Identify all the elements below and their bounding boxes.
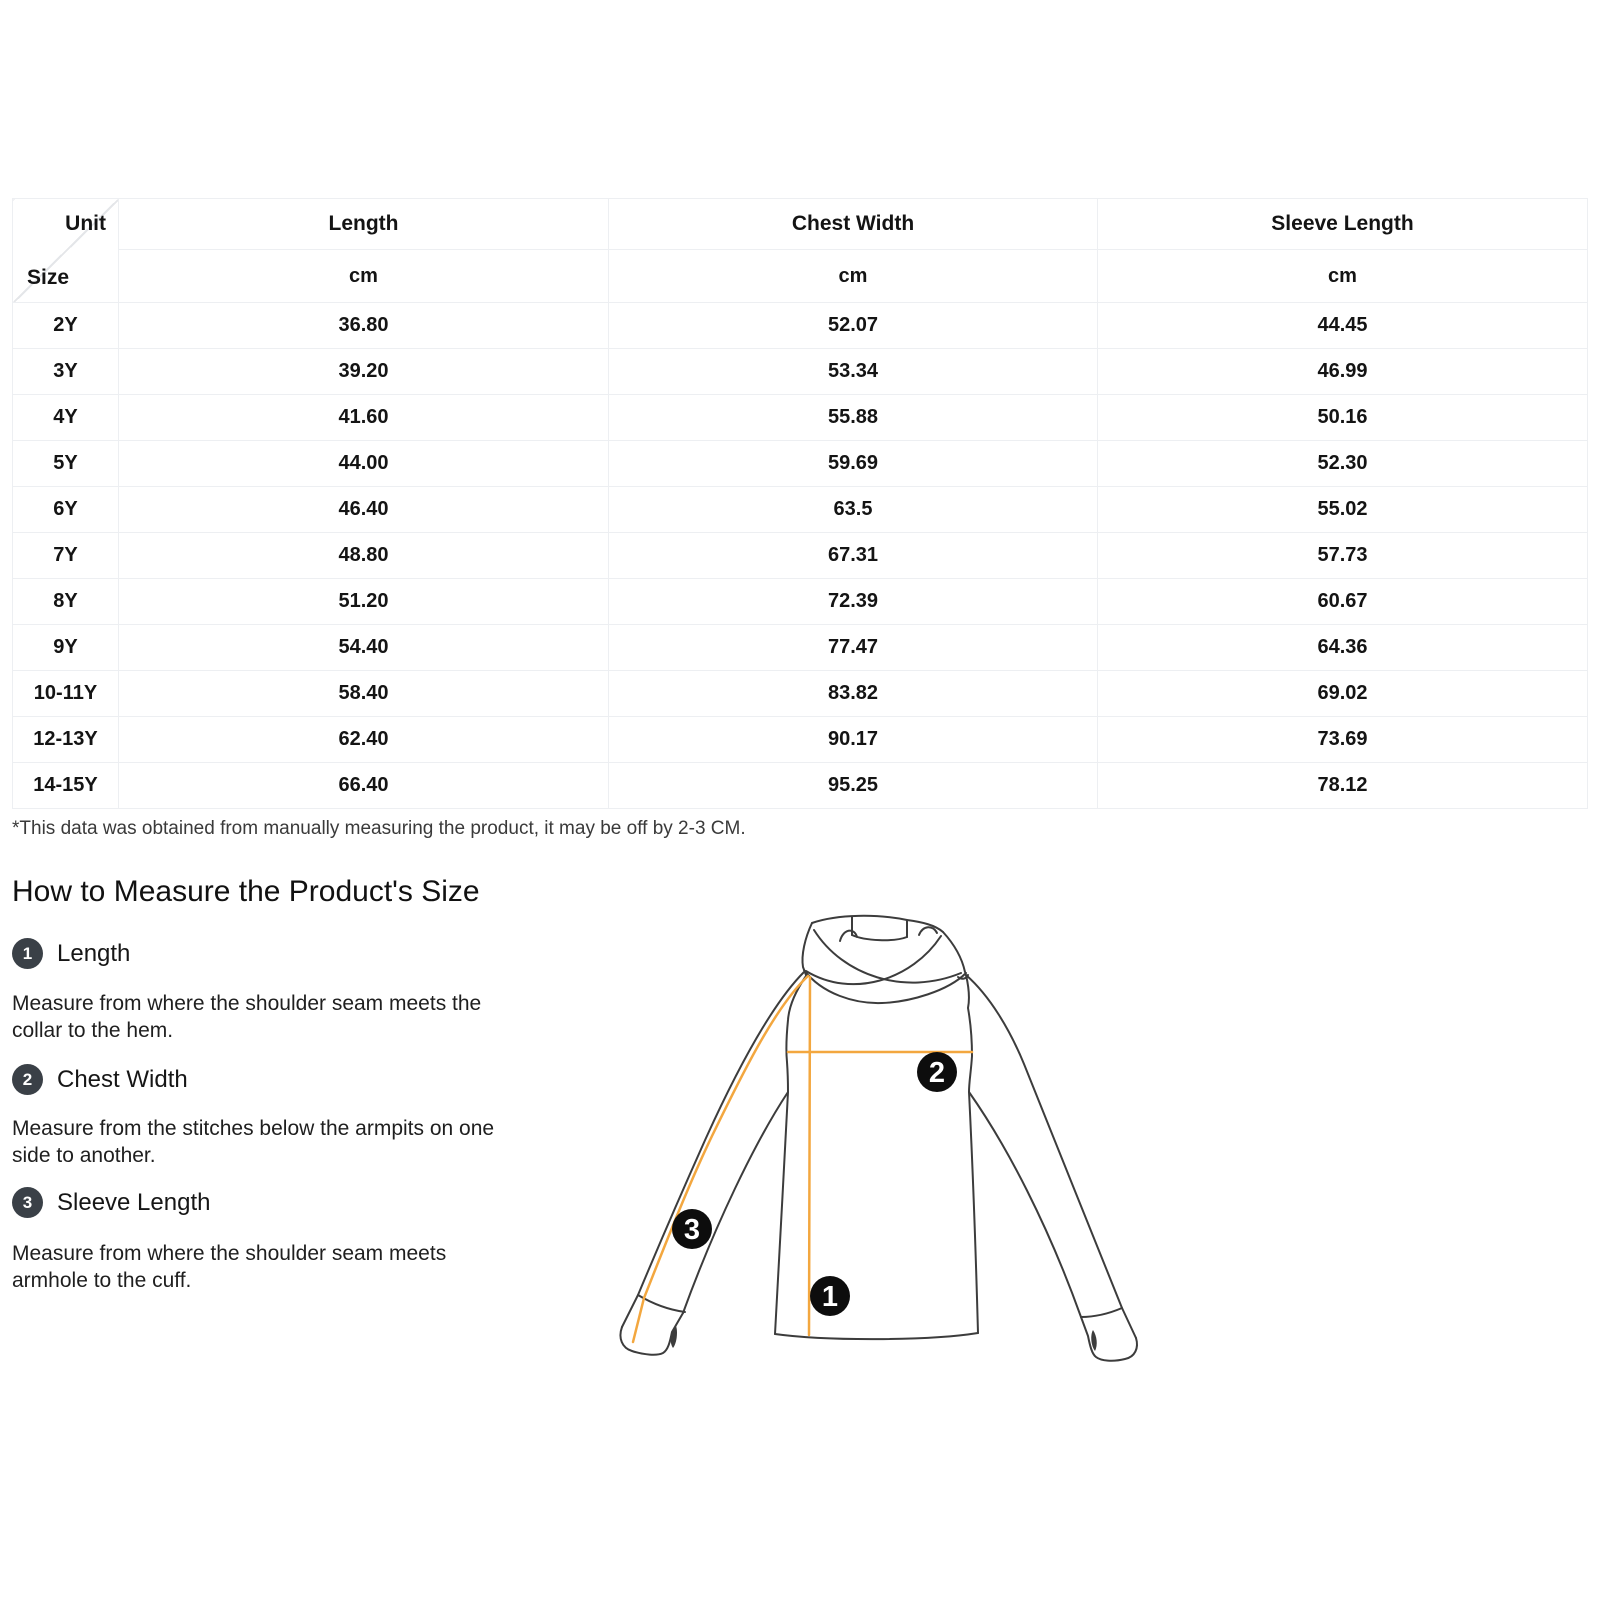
column-header-length: Length xyxy=(119,199,609,250)
step-2-label: Chest Width xyxy=(57,1065,188,1093)
step-length xyxy=(12,938,572,969)
unit-cell: cm xyxy=(119,250,609,303)
step-2-description-line2: side to another. xyxy=(12,1144,156,1167)
unit-cell: cm xyxy=(1098,250,1588,303)
sleeve-length-value: 52.30 xyxy=(1098,441,1588,487)
table-row xyxy=(13,303,1588,349)
length-value: 48.80 xyxy=(119,533,609,579)
marker-2 xyxy=(917,1052,957,1092)
step-3-description-line1: Measure from where the shoulder seam meets xyxy=(12,1242,447,1265)
chest-width-value: 52.07 xyxy=(609,303,1098,349)
chest-width-value: 95.25 xyxy=(609,763,1098,809)
sleeve-length-value: 69.02 xyxy=(1098,671,1588,717)
how-to-measure-title: How to Measure the Product's Size xyxy=(12,875,480,908)
column-header-chest-width: Chest Width xyxy=(609,199,1098,250)
chest-width-value: 83.82 xyxy=(609,671,1098,717)
sleeve-length-value: 46.99 xyxy=(1098,349,1588,395)
size-label: 5Y xyxy=(13,441,119,487)
length-value: 66.40 xyxy=(119,763,609,809)
step-3-description xyxy=(12,1240,572,1294)
corner-cell xyxy=(13,199,119,303)
length-value: 41.60 xyxy=(119,395,609,441)
marker-2-number: 2 xyxy=(928,1057,946,1089)
sleeve-length-line xyxy=(633,976,808,1342)
length-value: 36.80 xyxy=(119,303,609,349)
table-row xyxy=(13,349,1588,395)
sleeve-length-value: 55.02 xyxy=(1098,487,1588,533)
column-header-sleeve-length: Sleeve Length xyxy=(1098,199,1588,250)
sleeve-length-value: 44.45 xyxy=(1098,303,1588,349)
step-sleeve-length xyxy=(12,1187,572,1218)
chest-width-value: 77.47 xyxy=(609,625,1098,671)
step-1-description-line1: Measure from where the shoulder seam meets the xyxy=(12,992,482,1015)
length-value: 46.40 xyxy=(119,487,609,533)
length-value: 51.20 xyxy=(119,579,609,625)
chest-width-value: 67.31 xyxy=(609,533,1098,579)
size-label: 8Y xyxy=(13,579,119,625)
corner-unit-label: Unit xyxy=(65,212,106,235)
marker-1 xyxy=(810,1276,850,1316)
step-1-label: Length xyxy=(57,939,131,967)
chest-width-value: 59.69 xyxy=(609,441,1098,487)
chest-width-value: 55.88 xyxy=(609,395,1098,441)
step-chest-width xyxy=(12,1064,572,1095)
marker-3 xyxy=(672,1209,712,1249)
table-row xyxy=(13,533,1588,579)
sleeve-length-value: 60.67 xyxy=(1098,579,1588,625)
size-label: 7Y xyxy=(13,533,119,579)
length-value: 54.40 xyxy=(119,625,609,671)
size-label: 4Y xyxy=(13,395,119,441)
table-row xyxy=(13,717,1588,763)
marker-1-number: 1 xyxy=(821,1281,839,1313)
table-row xyxy=(13,487,1588,533)
chest-width-value: 63.5 xyxy=(609,487,1098,533)
measurement-disclaimer: *This data was obtained from manually measuring the product, it may be off by 2-3 CM. xyxy=(12,818,746,839)
length-value: 62.40 xyxy=(119,717,609,763)
size-label: 2Y xyxy=(13,303,119,349)
table-row xyxy=(13,395,1588,441)
hoodie-diagram xyxy=(560,880,1180,1440)
sleeve-length-value: 78.12 xyxy=(1098,763,1588,809)
unit-cell: cm xyxy=(609,250,1098,303)
hoodie-measurement-illustration xyxy=(560,880,1180,1440)
corner-size-label: Size xyxy=(27,266,70,289)
length-value: 44.00 xyxy=(119,441,609,487)
sleeve-length-value: 57.73 xyxy=(1098,533,1588,579)
step-1-description-line2: collar to the hem. xyxy=(12,1019,174,1042)
size-label: 12-13Y xyxy=(13,717,119,763)
table-row xyxy=(13,625,1588,671)
size-label: 3Y xyxy=(13,349,119,395)
step-3-description-line2: armhole to the cuff. xyxy=(12,1269,192,1292)
marker-3-number: 3 xyxy=(683,1214,701,1246)
table-row xyxy=(13,671,1588,717)
length-value: 39.20 xyxy=(119,349,609,395)
step-2-description-line1: Measure from the stitches below the armpits on one xyxy=(12,1117,495,1140)
size-chart-table xyxy=(12,198,1588,809)
length-value: 58.40 xyxy=(119,671,609,717)
size-label: 10-11Y xyxy=(13,671,119,717)
chest-width-value: 90.17 xyxy=(609,717,1098,763)
sleeve-length-value: 64.36 xyxy=(1098,625,1588,671)
sleeve-length-value: 73.69 xyxy=(1098,717,1588,763)
size-label: 6Y xyxy=(13,487,119,533)
table-row xyxy=(13,441,1588,487)
step-3-badge: 3 xyxy=(12,1187,43,1218)
table-row xyxy=(13,579,1588,625)
sleeve-length-value: 50.16 xyxy=(1098,395,1588,441)
size-label: 14-15Y xyxy=(13,763,119,809)
step-1-badge: 1 xyxy=(12,938,43,969)
size-label: 9Y xyxy=(13,625,119,671)
step-1-description xyxy=(12,990,572,1044)
how-to-measure-section xyxy=(12,872,572,1294)
step-2-description xyxy=(12,1115,572,1169)
length-line xyxy=(809,977,810,1335)
step-2-badge: 2 xyxy=(12,1064,43,1095)
table-row xyxy=(13,763,1588,809)
chest-width-value: 53.34 xyxy=(609,349,1098,395)
chest-width-value: 72.39 xyxy=(609,579,1098,625)
step-3-label: Sleeve Length xyxy=(57,1188,211,1216)
